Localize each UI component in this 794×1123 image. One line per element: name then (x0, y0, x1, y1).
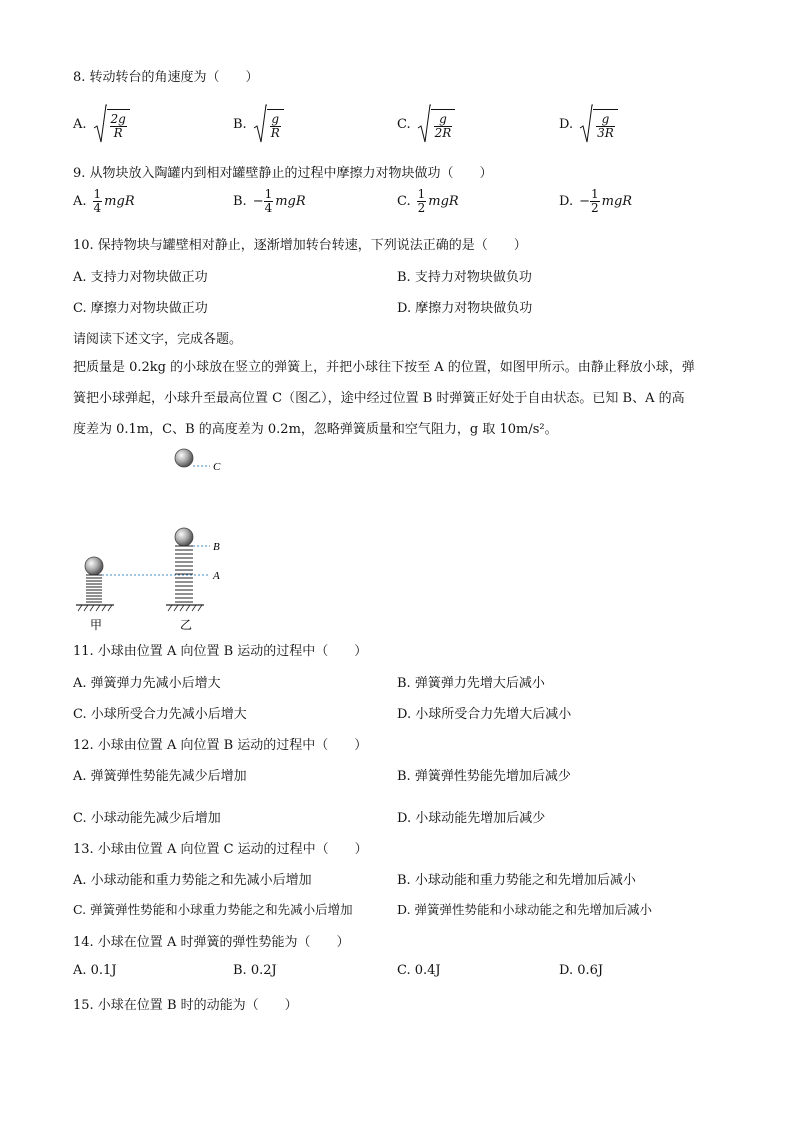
q14-option-c: C. 0.4J (397, 963, 441, 978)
q12-option-a: A. 弹簧弹性势能先减少后增加 (73, 769, 247, 784)
denominator: 2R (434, 125, 452, 140)
q10-option-c: C. 摩擦力对物块做正功 (73, 301, 208, 316)
term-mgr: mgR (428, 194, 459, 209)
q14-option-d: D. 0.6J (559, 963, 604, 978)
spring-figure (70, 445, 240, 635)
spring-left (86, 575, 102, 602)
passage-line-3: 度差为 0.1m，C、B 的高度差为 0.2m，忽略弹簧质量和空气阻力，g 取 10m/s²。 (73, 422, 558, 437)
term-mgr: mgR (275, 194, 306, 209)
q13-option-d: D. 弹簧弹性势能和小球动能之和先增加后减小 (397, 902, 653, 917)
q15-stem: 15. 小球在位置 B 时的动能为（ ） (73, 998, 298, 1013)
denominator: R (270, 125, 280, 140)
sqrt-expression (253, 104, 284, 144)
q10-stem: 10. 保持物块与罐壁相对静止，逐渐增加转台转速，下列说法正确的是（ ） (73, 238, 527, 253)
spring-right (175, 546, 193, 602)
fraction: $\frac{1}{2}$ (591, 187, 599, 215)
section-intro: 请阅读下述文字，完成各题。 (73, 332, 243, 347)
q9-stem: 9. 从物块放入陶罐内到相对罐壁静止的过程中摩擦力对物块做功（ ） (73, 166, 493, 181)
sqrt-expression (93, 104, 130, 144)
q10-option-a: A. 支持力对物块做正功 (73, 270, 208, 285)
q11-option-a: A. 弹簧弹力先减小后增大 (73, 676, 221, 691)
q8-option-d (559, 104, 618, 144)
q14-stem: 14. 小球在位置 A 时弹簧的弹性势能为（ ） (73, 935, 350, 950)
option-label: A. (73, 194, 87, 209)
numerator: 2g (110, 111, 126, 126)
q13-option-a: A. 小球动能和重力势能之和先减小后增加 (73, 873, 312, 888)
label-c: C (213, 461, 221, 473)
q11-stem: 11. 小球由位置 A 向位置 B 运动的过程中（ ） (73, 644, 368, 659)
q12-option-b: B. 弹簧弹性势能先增加后减少 (397, 769, 571, 784)
q9-option-b (233, 188, 306, 215)
ball-left (85, 557, 103, 575)
sqrt-expression (417, 104, 456, 144)
q9-option-d (559, 188, 632, 215)
q12-stem: 12. 小球由位置 A 向位置 B 运动的过程中（ ） (73, 738, 368, 753)
q9-option-a (73, 188, 135, 215)
label-b: B (213, 541, 220, 553)
numerator: g (271, 111, 280, 126)
passage (73, 352, 723, 445)
term-mgr: mgR (104, 194, 135, 209)
option-label: B. (233, 116, 247, 132)
q11-option-c: C. 小球所受合力先减小后增大 (73, 707, 247, 722)
numerator: g (434, 113, 453, 127)
q8-option-c (397, 104, 455, 144)
q14-option-b: B. 0.2J (233, 963, 277, 978)
option-label: C. (397, 194, 411, 209)
fraction: $\frac{1}{4}$ (264, 187, 273, 215)
numerator: g (596, 113, 615, 127)
minus-sign: − (252, 194, 264, 209)
option-label: C. (397, 116, 411, 132)
option-label: D. (559, 116, 574, 132)
option-label: D. (559, 194, 574, 209)
ball-right (175, 528, 193, 546)
q11-option-d: D. 小球所受合力先增大后减小 (397, 707, 572, 722)
ball-at-c (175, 449, 193, 467)
q12-option-d: D. 小球动能先增加后减少 (397, 811, 546, 826)
q8-option-a (73, 104, 130, 144)
passage-line-1: 把质量是 0.2kg 的小球放在竖立的弹簧上，并把小球往下按至 A 的位置，如图甲所示。由静止释放小球，弹 (73, 360, 695, 375)
q14-option-a: A. 0.1J (73, 963, 117, 978)
caption-right: 乙 (180, 618, 193, 632)
option-label: B. (233, 194, 247, 209)
q13-option-b: B. 小球动能和重力势能之和先增加后减小 (397, 873, 636, 888)
q13-option-c: C. 弹簧弹性势能和小球重力势能之和先减小后增加 (73, 902, 353, 917)
q11-option-b: B. 弹簧弹力先增大后减小 (397, 676, 545, 691)
sqrt-expression (579, 104, 618, 144)
caption-left: 甲 (90, 618, 103, 632)
q8-option-b (233, 104, 284, 144)
denominator: 3R (597, 125, 614, 140)
denominator: R (113, 125, 123, 140)
q9-option-c (397, 188, 459, 215)
fraction: $\frac{1}{2}$ (417, 187, 426, 215)
q12-option-c: C. 小球动能先减少后增加 (73, 811, 221, 826)
passage-line-2: 簧把小球弹起，小球升至最高位置 C（图乙），途中经过位置 B 时弹簧正好处于自由状态。已知 B、A 的高 (73, 391, 685, 406)
q13-stem: 13. 小球由位置 A 向位置 C 运动的过程中（ ） (73, 842, 368, 857)
option-label: A. (73, 116, 87, 132)
term-mgr: mgR (601, 194, 633, 209)
label-a: A (213, 570, 220, 582)
fraction: $\frac{1}{4}$ (93, 187, 102, 215)
q8-stem: 8. 转动转台的角速度为（ ） (73, 70, 259, 85)
q10-option-d: D. 摩擦力对物块做负功 (397, 301, 533, 316)
minus-sign: − (579, 194, 590, 209)
q10-option-b: B. 支持力对物块做负功 (397, 270, 532, 285)
